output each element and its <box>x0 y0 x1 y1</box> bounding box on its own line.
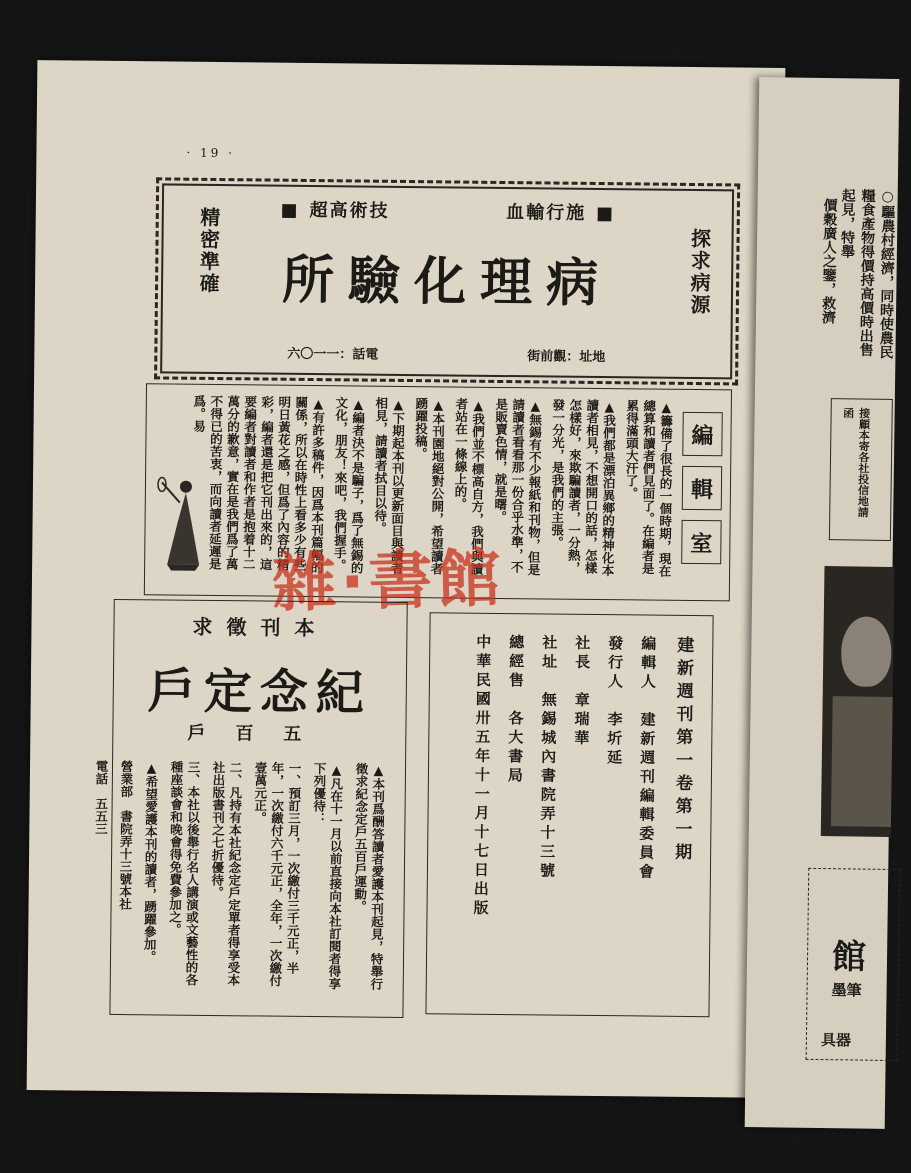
facing-page-notice: 接顧本寄各社投信地請函 <box>841 407 871 518</box>
subscription-box <box>93 599 407 1018</box>
facing-page-ad-box <box>806 868 901 1061</box>
publication-director: 社長 章瑞華 <box>572 634 592 749</box>
facing-page-sign: 墨筆 <box>831 981 862 1000</box>
publication-distributor: 總經售 各大書局 <box>505 634 526 787</box>
ad-left-slogan: 精密準確 <box>195 206 221 296</box>
editorial-paragraph: ▲我們並不標高自方，我們與讀者站在一條線上的。 <box>452 397 486 576</box>
facing-page-text: ○驅農村經濟，同時使農民糧食產物得價持高價時出售起見，特舉 <box>838 188 896 359</box>
editorial-paragraph: ▲本刊園地絕對公開，希望讀者踴躍投稿。 <box>413 397 446 575</box>
ad-address: 街前觀：址地 <box>527 349 606 366</box>
lab-advertisement <box>154 177 740 385</box>
publication-editor: 編輯人 建新週刊編輯委員會 <box>636 635 658 883</box>
editorial-paragraph: ▲下期起本刊以更新面目與讀者相見，請讀者拭目以待。 <box>372 396 406 575</box>
editorial-paragraph: ▲我們都是漂泊異鄉的精神化本讀者相見，不想開口的話，怎樣怎樣好，來欺騙讀者，一分熱，發一分光，是我們的主張。 <box>549 398 617 577</box>
subscription-paragraph: 一、預訂三月，一次繳付三千元正，半年，一次繳付六千元正，全年，一次繳付壹萬元正。 <box>252 761 303 987</box>
library-watermark-stamp: 雜·書館 <box>271 541 506 622</box>
facing-page-notice-box <box>829 398 893 541</box>
ad-phone: 六〇一一：話電 <box>287 346 379 363</box>
subscription-paragraph: 二、凡持有本社紀念定戶定單者得享受本社出版書刊之七折優待。 <box>209 760 244 987</box>
editorial-label-char: 輯 <box>682 466 722 510</box>
editorial-label-char: 室 <box>681 520 721 564</box>
publication-columns <box>470 634 697 1006</box>
subscription-text <box>93 759 387 997</box>
ad-tagline: ■ 超高術技 血輸行施 ■ <box>280 199 616 225</box>
editorial-label-char: 編 <box>682 412 722 456</box>
subscription-paragraph: ▲凡在十一月以前直接向本社訂閱者得享下列優待： <box>311 762 345 990</box>
subscription-paragraph: 營業部 書院弄十三號本社 <box>117 760 135 911</box>
portrait-image <box>821 566 895 837</box>
subscription-paragraph: 電話 五五三 <box>93 759 110 835</box>
facing-page-text: 價穀廣人之鑒，救濟 <box>819 197 838 325</box>
page-number: · 19 · <box>186 145 236 161</box>
subscription-count: 戶百五 <box>187 722 332 746</box>
subscription-paragraph: ▲希望愛護本刊的讀者，踴躍參加。 <box>141 760 160 963</box>
ad-contact <box>287 343 605 365</box>
ad-right-slogan: 探求病源 <box>686 227 712 317</box>
editorial-paragraph: ▲無錫有不少報紙和刊物，但是請讀者看看那一份合乎水準，不是販賣色情，就是曙。 <box>492 397 543 576</box>
editorial-label <box>681 412 723 564</box>
ad-title: 所驗化理病 <box>281 250 613 315</box>
publication-date: 中華民國卅五年十一月十七日出版 <box>471 633 493 919</box>
facing-page <box>745 77 900 1129</box>
editorial-paragraph: ▲編者決不是騙子，爲了無錫的文化，朋友！來吧，我們握手。 <box>332 396 366 575</box>
publication-title: 建新週刊第一卷第一期 <box>671 635 694 867</box>
publication-info-box <box>425 612 713 1017</box>
publication-publisher: 發行人 李圻延 <box>605 635 625 769</box>
subscription-paragraph: ▲本刊爲酬答讀者愛護本刊起見，特舉行徵求紀念定戶五百戶運動。 <box>352 762 387 991</box>
dancer-illustration-icon <box>155 472 206 573</box>
subscription-title: 戶定念紀 <box>147 663 373 722</box>
subscription-paragraph: 三、本社以後舉行名人講演或文藝性的各種座談會和晚會得免費參加之。 <box>167 760 202 986</box>
editorial-paragraph: ▲籌備了很長的一個時期，現在總算和讀者們見面了。在編者是累得滿頭大汗了。 <box>623 399 674 578</box>
magazine-page <box>27 60 786 1098</box>
editorial-paragraph: ▲有許多稿件，因爲本刊篇幅的關係，所以在時性上看多少有些明日黃花之感，但爲了內容的精彩，編者還是把它刊出來的，這要編者對讀者和作者是抱着十二萬分的歉意，實在是我們爲了萬不得已的苦衷，而向讀者延遲是爲。易 <box>191 394 326 574</box>
facing-page-sign: 館 <box>831 937 867 978</box>
subscription-kicker: 求徵刊本 <box>192 614 329 641</box>
publication-address: 社址 無錫城內書院弄十三號 <box>537 634 559 882</box>
facing-page-sign: 具器 <box>820 1031 852 1050</box>
ad-tagline-right: 血輸行施 <box>506 202 587 224</box>
ad-tagline-left: 超高術技 <box>309 199 390 222</box>
